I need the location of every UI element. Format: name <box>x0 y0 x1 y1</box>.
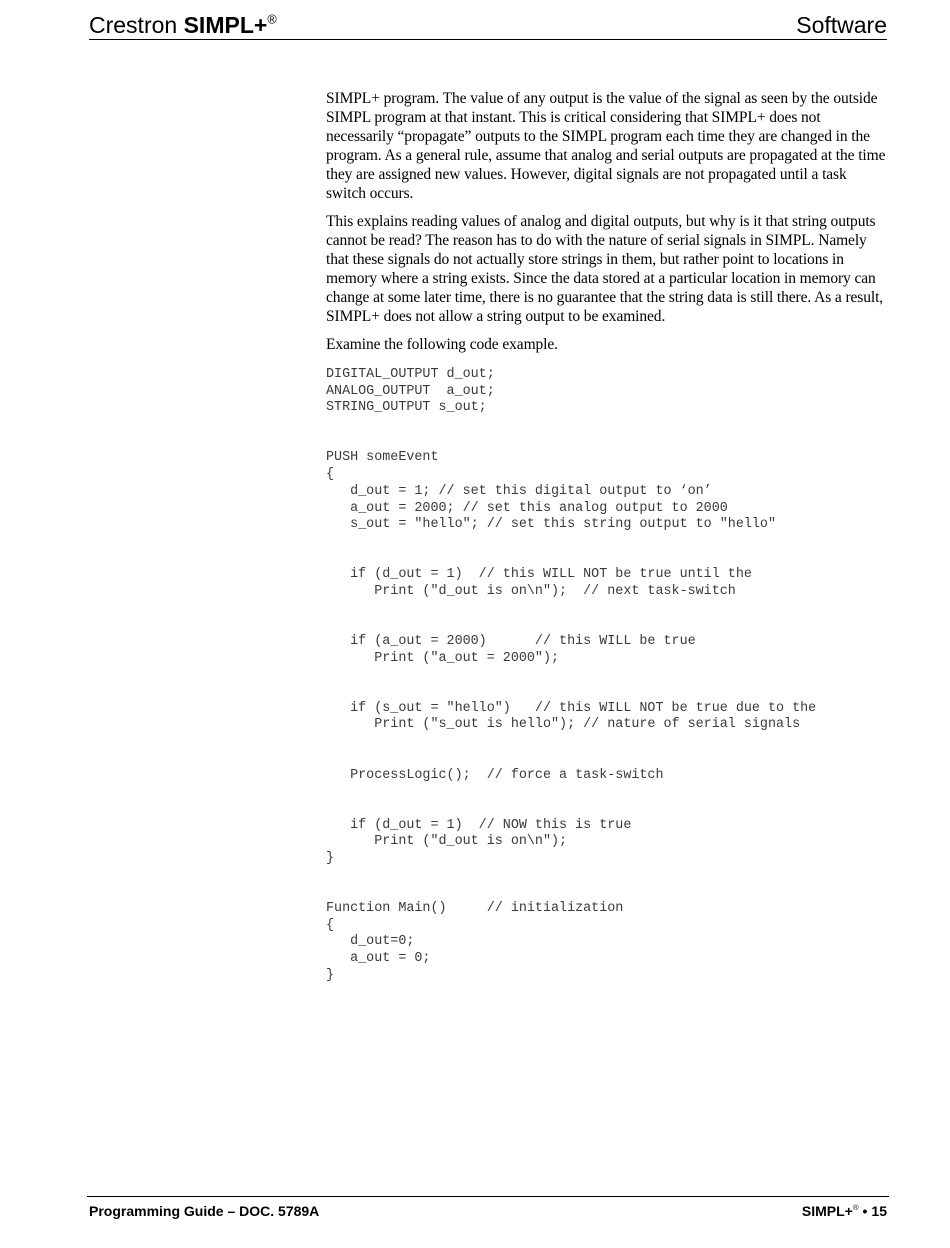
code-line <box>326 617 888 634</box>
footer-page-info <box>802 1202 887 1220</box>
header-section: Software <box>796 12 887 38</box>
code-line: s_out = "hello"; // set this string output to "hello" <box>326 517 776 533</box>
code-line <box>326 801 888 818</box>
code-line: ANALOG_OUTPUT a_out; <box>326 383 495 399</box>
code-line: if (a_out = 2000) // this WILL be true <box>326 634 696 649</box>
code-line: a_out = 2000; // set this analog output to 2000 <box>326 500 728 516</box>
code-line: Print ("s_out is hello"); // nature of serial signals <box>326 717 801 733</box>
code-line <box>326 417 888 434</box>
header-product: SIMPL+ <box>183 12 268 38</box>
code-line <box>326 434 888 451</box>
footer-registered-mark: ® <box>852 1203 859 1213</box>
code-line: } <box>326 967 335 983</box>
page-footer <box>87 1196 889 1219</box>
footer-product: SIMPL+ <box>801 1203 853 1219</box>
page-header <box>89 10 887 40</box>
code-line: a_out = 0; <box>326 951 431 967</box>
code-line: Print ("d_out is on\n"); // next task-switch <box>326 583 736 599</box>
code-line: { <box>326 917 335 933</box>
code-line: PUSH someEvent <box>326 450 439 466</box>
paragraph-example-intro: Examine the following code example. <box>326 336 558 353</box>
code-line <box>326 601 888 618</box>
code-line <box>326 667 888 684</box>
code-line: Print ("a_out = 2000"); <box>326 650 560 666</box>
code-line <box>326 884 888 901</box>
code-line <box>326 734 888 751</box>
code-line: if (d_out = 1) // this WILL NOT be true until the <box>326 567 752 583</box>
code-line: ProcessLogic(); // force a task-switch <box>326 767 664 783</box>
code-line: } <box>326 850 335 866</box>
code-line: d_out=0; <box>326 934 415 950</box>
footer-bullet: • <box>862 1203 868 1219</box>
code-line: Function Main() // initialization <box>326 901 624 916</box>
code-line: STRING_OUTPUT s_out; <box>326 400 487 416</box>
header-brand: Crestron <box>89 12 178 38</box>
code-line: DIGITAL_OUTPUT d_out; <box>326 367 495 382</box>
code-line: d_out = 1; // set this digital output to ‘on’ <box>326 483 712 499</box>
code-line <box>326 534 888 551</box>
paragraph-output-values: SIMPL+ program. The value of any output is the value of the signal as seen by the outside SIMPL program at that instant. This is critical considering that SIMPL+ does not necessarily “propagate” outputs to the SIMPL program each time they are changed in the program. As a general rule, assume that analog and serial outputs are propagated at the time they are assigned new values. However, digital signals are not propagated until a task switch occurs. <box>326 90 886 202</box>
code-line <box>326 868 888 885</box>
page-content <box>326 89 888 984</box>
code-line: { <box>326 467 335 483</box>
code-line <box>326 551 888 568</box>
code-line: if (d_out = 1) // NOW this is true <box>326 817 632 833</box>
code-line <box>326 751 888 768</box>
code-line <box>326 684 888 701</box>
footer-doc-title: Programming Guide – DOC. 5789A <box>89 1203 320 1219</box>
header-registered-mark: ® <box>267 12 277 27</box>
paragraph-string-outputs: This explains reading values of analog and digital outputs, but why is it that string outputs cannot be read? The reason has to do with the nature of serial signals in SIMPL. Namely that these signals do not actually store strings in them, but rather point to locations in memory where a string exists. Since the data stored at a particular location in memory can change at some later time, there is no guarantee that the string data is still there. As a result, SIMPL+ does not allow a string output to be examined. <box>326 213 884 325</box>
code-example <box>326 367 888 984</box>
code-line: Print ("d_out is on\n"); <box>326 834 568 850</box>
code-line <box>326 784 888 801</box>
footer-page-number: 15 <box>871 1203 887 1219</box>
header-title <box>89 11 277 39</box>
code-line: if (s_out = "hello") // this WILL NOT be true due to the <box>326 700 817 716</box>
